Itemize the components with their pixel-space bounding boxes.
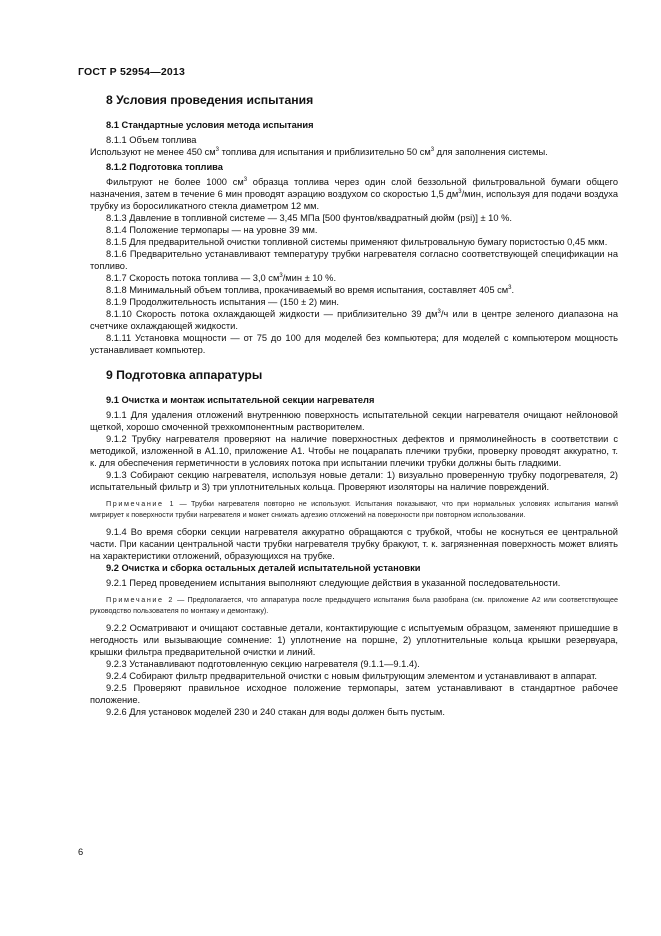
paragraph-9-2-3: 9.2.3 Устанавливают подготовленную секцию нагревателя (9.1.1—9.1.4). [106,659,420,669]
paragraph-9-1-1: 9.1.1 Для удаления отложений внутреннюю поверхность испытательной секции нагревателя очищают нейлоновой щеткой, хорошо смоченной трехкомпонентным растворителем. [90,410,618,432]
paragraph-9-1-4: 9.1.4 Во время сборки секции нагревателя аккуратно обращаются с трубкой, чтобы не коснуться ее центральной части. При касании центральной части трубки нагревателя трубку бракуют, т. к. загрязненная поверхность может влиять на характеристики отложений, образующихся на трубке. [90,527,618,561]
page-content [90,93,618,718]
paragraph-8-1-7: 8.1.7 Скорость потока топлива — 3,0 $см^3$/мин ± 10 %. [106,272,337,283]
standard-header: ГОСТ Р 52954—2013 [78,66,186,78]
subsection-8-1-2-title: 8.1.2 Подготовка топлива [106,162,223,172]
paragraph-8-1-8: 8.1.8 Минимальный объем топлива, прокачиваемый во время испытания, составляет 405 $см^3$. [106,284,515,295]
note-2: Примечание 2 — Предполагается, что аппаратура после предыдущего испытания была разобрана (см. приложение А2 или соответствующее руководство пользователя по монтажу и демонтажу). [90,595,619,615]
paragraph-8-1-11: 8.1.11 Установка мощности — от 75 до 100 для моделей без компьютера; для моделей с компьютером мощность устанавливает компьютер. [90,333,618,355]
paragraph-8-1-2: Фильтруют не более 1000 $см^3$ образца топлива через один слой беззольной фильтровальной бумаги общего назначения, затем в течение 6 мин проводят аэрацию воздухом со скоростью 1,5 $дм^3$/мин, используя для подачи воздуха трубку из боросиликатного стекла диаметром 12 мм. [90,176,618,211]
paragraph-9-2-4: 9.2.4 Собирают фильтр предварительной очистки с новым фильтрующим элементом и устанавливают в аппарат. [106,671,597,681]
subsection-9-1-title: 9.1 Очистка и монтаж испытательной секции нагревателя [106,395,375,405]
note-1: Примечание 1 — Трубки нагревателя повторно не используют. Испытания показывают, что при нормальных условиях испытания магний мигрирует к поверхности трубки нагревателя и может снижать адгезию отложений на поверхности при повторном использовании. [90,499,619,519]
paragraph-8-1-3: 8.1.3 Давление в топливной системе — 3,45 МПа [500 фунтов/квадратный дюйм (psi)] ± 10 %. [106,213,512,223]
subsection-8-1-title: 8.1 Стандартные условия метода испытания [106,120,314,130]
paragraph-8-1-1: 8.1.1 Объем топлива [106,135,197,145]
paragraph-8-1-5: 8.1.5 Для предварительной очистки топливной системы применяют фильтровальную бумагу пористостью 0,45 мкм. [106,237,608,247]
section-9-title: 9 Подготовка аппаратуры [106,368,263,382]
subsection-9-2-title: 9.2 Очистка и сборка остальных деталей испытательной установки [106,563,421,573]
paragraph-8-1-1-text: Используют не менее 450 $см^3$ топлива для испытания и приблизительно 50 $см^3$ для заполнения системы. [90,146,548,157]
paragraph-8-1-6: 8.1.6 Предварительно устанавливают температуру трубки нагревателя согласно соответствующей спецификации на топливо. [90,249,618,271]
paragraph-8-1-10: 8.1.10 Скорость потока охлаждающей жидкости — приблизительно 39 $дм^3/ч$ или в центре зеленого диапазона на счетчике охлаждающей жидкости. [90,308,618,331]
section-8-title: 8 Условия проведения испытания [106,93,314,107]
page-number: 6 [78,847,84,857]
paragraph-9-2-2: 9.2.2 Осматривают и очищают составные детали, контактирующие с испытуемым образцом, заменяют пришедшие в негодность или вызывающие сомнение: 1) уплотнение на поршне, 2) уплотнительные кольца крышки резервуара, крышки фильтра предварительной очистки и линий. [90,623,618,657]
paragraph-8-1-4: 8.1.4 Положение термопары — на уровне 39 мм. [106,225,318,235]
paragraph-9-1-2: 9.1.2 Трубку нагревателя проверяют на наличие поверхностных дефектов и прямолинейность в соответствии с методикой, изложенной в А1.10, приложение А1. Чтобы не поцарапать плечики трубки, проверку проводят аккуратно, т. к. для обеспечения герметичности в условиях потока при испытании плечики трубки должны быть гладкими. [90,434,618,468]
paragraph-9-2-1: 9.2.1 Перед проведением испытания выполняют следующие действия в указанной последовательности. [106,578,561,588]
paragraph-9-2-6: 9.2.6 Для установок моделей 230 и 240 стакан для воды должен быть пустым. [106,707,445,717]
paragraph-9-1-3: 9.1.3 Собирают секцию нагревателя, используя новые детали: 1) визуально проверенную трубку подогревателя, 2) испытательный фильтр и 3) три уплотнительных кольца. Проверяют изоляторы на наличие повреждений. [90,470,618,492]
paragraph-8-1-9: 8.1.9 Продолжительность испытания — (150 ± 2) мин. [106,297,339,307]
paragraph-9-2-5: 9.2.5 Проверяют правильное исходное положение термопары, затем устанавливают в стандартное рабочее положение. [90,683,618,705]
